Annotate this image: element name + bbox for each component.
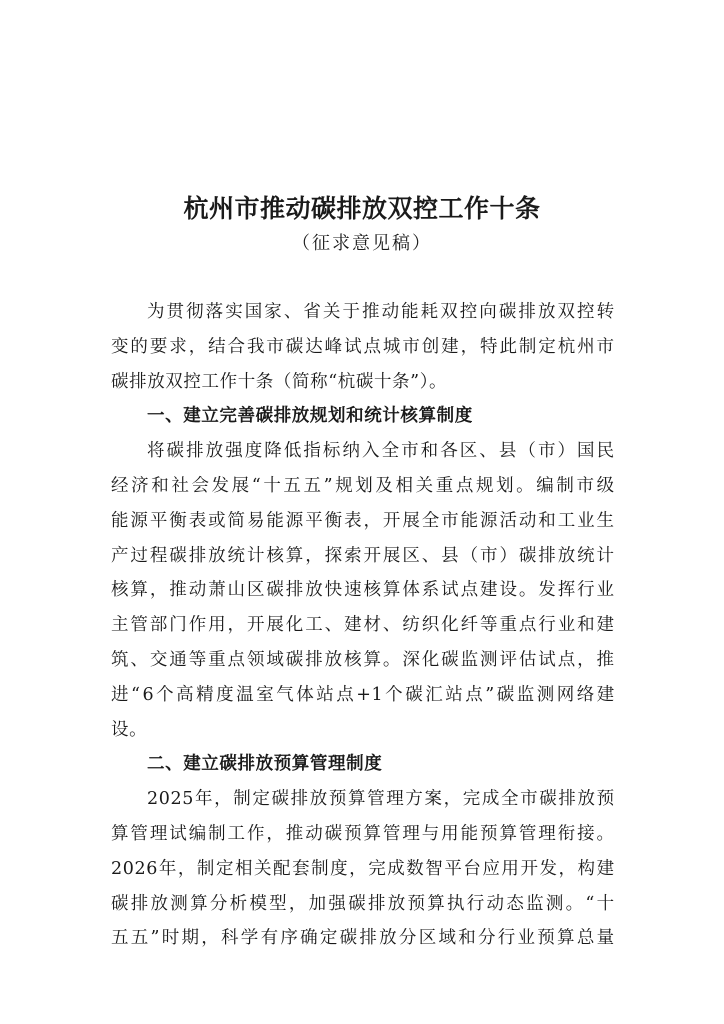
body-line: 产 过 程 碳 排 放 统 计 核 算 ， 探 索 开 展 区 、 县 （ 市 ） 碳 排 放 统 计	[111, 545, 615, 566]
body-line: 能 源 平 衡 表 或 简 易 能 源 平 衡 表 ， 开 展 全 市 能 源 活 动 和 工 业 生	[111, 510, 615, 531]
body-line: 2025 年 ， 制 定 碳 排 放 预 算 管 理 方 案 ， 完 成 全 市 碳 排 放 预	[147, 789, 615, 810]
body-line: 设。	[111, 719, 148, 740]
document-body	[111, 295, 615, 956]
section-heading: 一、建立完善碳排放规划和统计核算制度	[147, 406, 473, 427]
body-line: 将 碳 排 放 强 度 降 低 指 标 纳 入 全 市 和 各 区 、 县 （ 市 ） 国 民	[147, 441, 615, 462]
body-line: 五 五 ” 时 期 ， 科 学 有 序 确 定 碳 排 放 分 区 域 和 分 行 业 预 算 总 量	[111, 928, 615, 949]
section-heading: 二、建立碳排放预算管理制度	[147, 754, 383, 775]
body-line: 经 济 和 社 会 发 展 “ 十 五 五 ” 规 划 及 相 关 重 点 规 划 。 编 制 市 级	[111, 475, 615, 496]
body-line: 主 管 部 门 作 用 ， 开 展 化 工 、 建 材 、 纺 织 化 纤 等 重 点 行 业 和 建	[111, 615, 615, 636]
body-line: 碳 排 放 测 算 分 析 模 型 ， 加 强 碳 排 放 预 算 执 行 动 态 监 测 。 “ 十	[111, 893, 615, 914]
document-subtitle: （征求意见稿）	[292, 233, 432, 254]
body-line: 核 算 ， 推 动 萧 山 区 碳 排 放 快 速 核 算 体 系 试 点 建 设 。 发 挥 行 业	[111, 580, 615, 601]
body-line: 为 贯 彻 落 实 国 家 、 省 关 于 推 动 能 耗 双 控 向 碳 排 放 双 控 转	[147, 302, 615, 322]
body-line: 2026 年 ， 制 定 相 关 配 套 制 度 ， 完 成 数 智 平 台 应 用 开 发 ， 构 建	[111, 858, 615, 879]
body-line: 进 “ 6 个 高 精 度 温 室 气 体 站 点 +1 个 碳 汇 站 点 ” 碳 监 测 网 络 建	[111, 684, 615, 705]
document-title: 杭州市推动碳排放双控工作十条	[183, 194, 541, 223]
body-line: 算 管 理 试 编 制 工 作 ， 推 动 碳 预 算 管 理 与 用 能 预 算 管 理 衔 接 。	[111, 823, 615, 844]
body-line: 碳排放双控工作十条（简称“杭碳十条”）。	[111, 371, 448, 392]
body-line: 变 的 要 求 ， 结 合 我 市 碳 达 峰 试 点 城 市 创 建 ， 特 此 制 定 杭 州 市	[111, 336, 615, 357]
body-line: 筑 、 交 通 等 重 点 领 域 碳 排 放 核 算 。 深 化 碳 监 测 评 估 试 点 ， 推	[111, 649, 615, 670]
